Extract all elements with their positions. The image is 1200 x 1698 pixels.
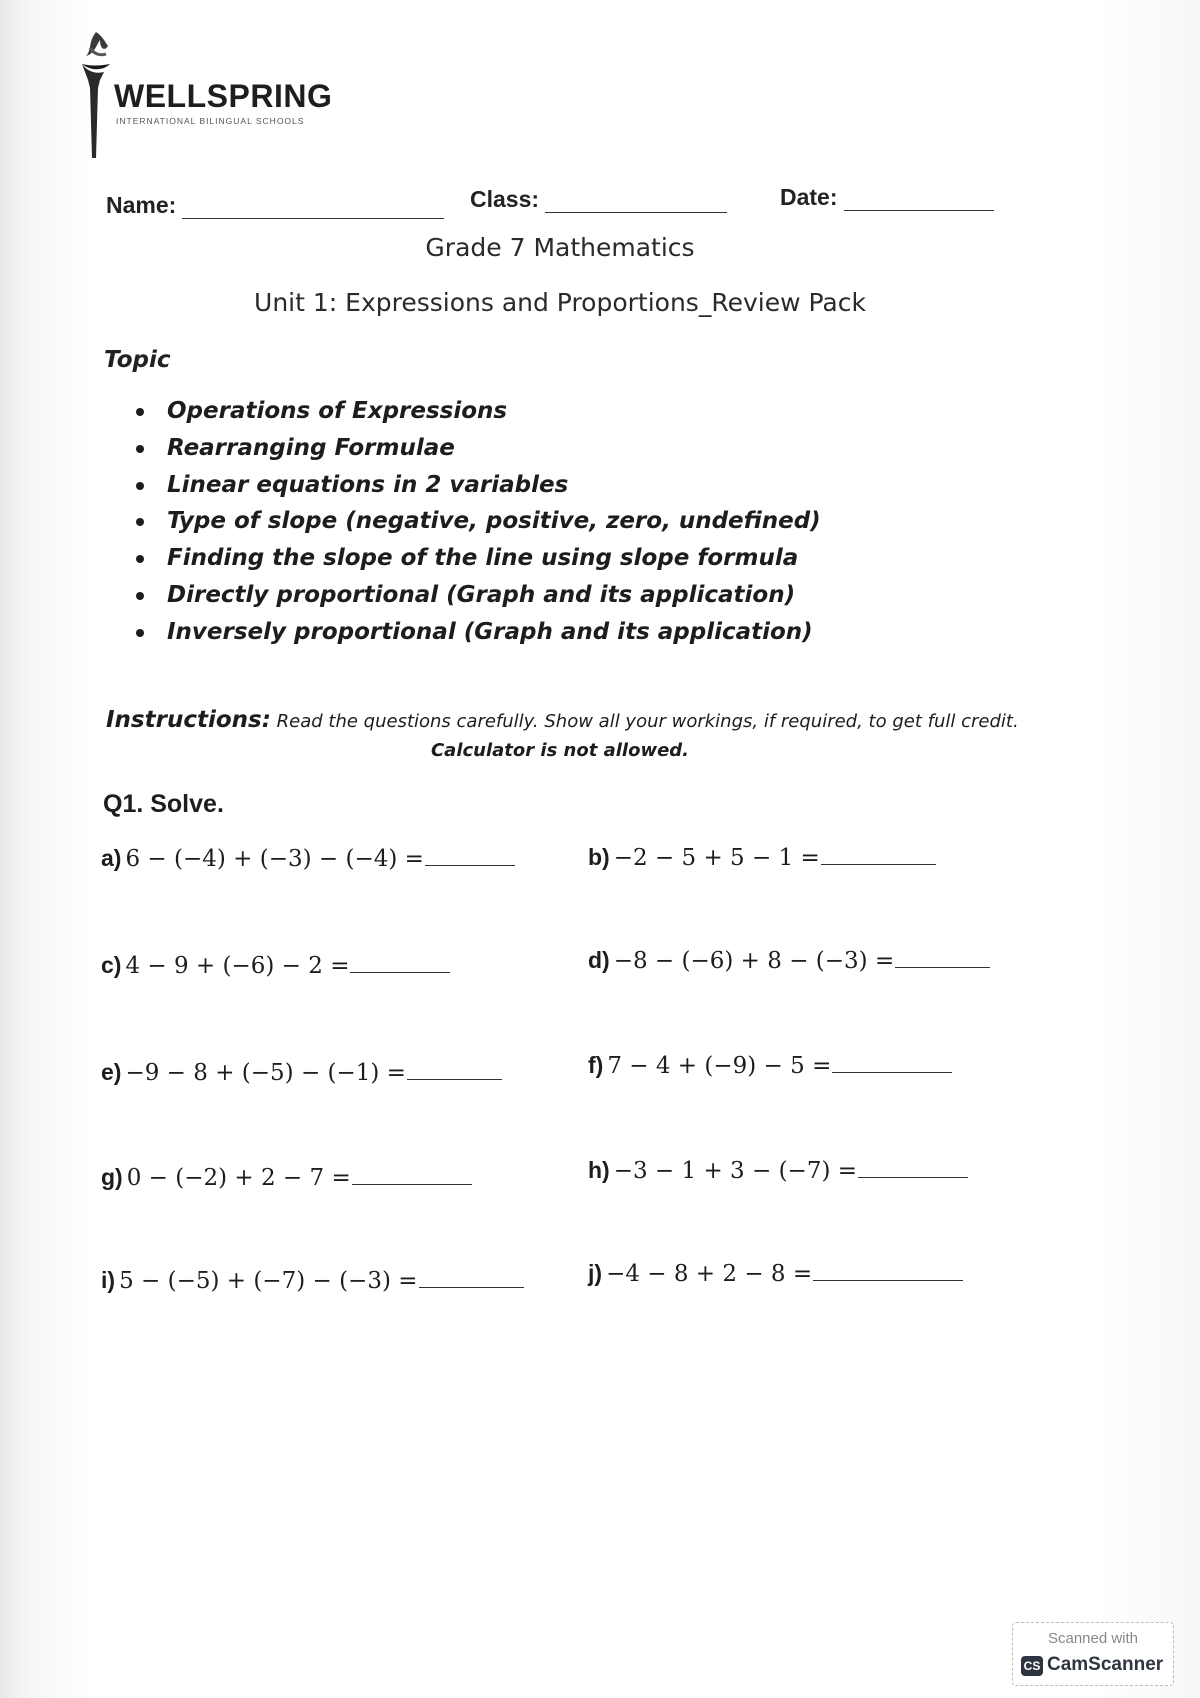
bullet-icon xyxy=(136,555,144,563)
class-label: Class: xyxy=(470,186,540,212)
bullet-icon xyxy=(136,629,144,637)
problem-e: e) −9 − 8 + (−5) − (−1) = xyxy=(101,1057,502,1086)
problem-f: f) 7 − 4 + (−9) − 5 = xyxy=(588,1050,952,1079)
class-blank[interactable] xyxy=(545,212,727,213)
problem-c: c) 4 − 9 + (−6) − 2 = xyxy=(101,950,450,979)
instructions xyxy=(106,707,1019,733)
calculator-note: Calculator is not allowed. xyxy=(430,740,690,761)
topic-item: Type of slope (negative, positive, zero, undefined) xyxy=(132,503,821,540)
answer-blank-a[interactable] xyxy=(425,843,515,866)
problem-i: i) 5 − (−5) + (−7) − (−3) = xyxy=(101,1265,524,1294)
topic-item: Rearranging Formulae xyxy=(132,430,821,467)
question-1-heading: Q1. Solve. xyxy=(103,790,224,818)
scanner-brand: CamScanner xyxy=(1047,1654,1164,1675)
bullet-icon xyxy=(136,445,144,453)
name-blank[interactable] xyxy=(182,218,444,219)
school-name: WELLSPRING xyxy=(114,78,333,114)
answer-blank-f[interactable] xyxy=(832,1050,952,1073)
answer-blank-e[interactable] xyxy=(407,1057,502,1080)
answer-blank-g[interactable] xyxy=(352,1162,472,1185)
name-label: Name: xyxy=(106,192,177,218)
camscanner-badge xyxy=(1012,1622,1174,1686)
answer-blank-c[interactable] xyxy=(350,950,450,973)
answer-blank-j[interactable] xyxy=(813,1258,963,1281)
topic-item: Operations of Expressions xyxy=(132,393,821,430)
answer-blank-b[interactable] xyxy=(821,842,936,865)
topic-item: Inversely proportional (Graph and its application) xyxy=(132,614,821,651)
date-field xyxy=(780,184,994,211)
problem-b: b) −2 − 5 + 5 − 1 = xyxy=(588,842,936,871)
topic-item: Linear equations in 2 variables xyxy=(132,467,821,504)
unit-title: Unit 1: Expressions and Proportions_Review Pack xyxy=(254,288,866,317)
camscanner-logo-icon: CS xyxy=(1021,1656,1043,1676)
instructions-text: Read the questions carefully. Show all your workings, if required, to get full credit. xyxy=(270,711,1019,732)
bullet-icon xyxy=(136,408,144,416)
scanner-caption: Scanned with xyxy=(1047,1630,1139,1647)
school-subtitle: INTERNATIONAL BILINGUAL SCHOOLS xyxy=(116,116,305,126)
answer-blank-h[interactable] xyxy=(858,1155,968,1178)
school-logo xyxy=(78,28,378,158)
bullet-icon xyxy=(136,482,144,490)
answer-blank-d[interactable] xyxy=(895,945,990,968)
class-field xyxy=(470,186,727,213)
instructions-label: Instructions: xyxy=(106,707,271,733)
answer-blank-i[interactable] xyxy=(419,1265,524,1288)
problem-a: a) 6 − (−4) + (−3) − (−4) = xyxy=(101,843,515,872)
problem-j: j) −4 − 8 + 2 − 8 = xyxy=(588,1258,963,1287)
bullet-icon xyxy=(136,592,144,600)
topic-item: Directly proportional (Graph and its application) xyxy=(132,577,821,614)
bullet-icon xyxy=(136,518,144,526)
problem-h: h) −3 − 1 + 3 − (−7) = xyxy=(588,1155,968,1184)
topic-item: Finding the slope of the line using slope formula xyxy=(132,540,821,577)
date-label: Date: xyxy=(780,184,838,210)
date-blank[interactable] xyxy=(844,210,994,211)
grade-title: Grade 7 Mathematics xyxy=(425,233,695,262)
problem-g: g) 0 − (−2) + 2 − 7 = xyxy=(101,1162,472,1191)
problem-d: d) −8 − (−6) + 8 − (−3) = xyxy=(588,945,990,974)
name-field xyxy=(106,192,444,219)
topic-list xyxy=(132,393,821,651)
topic-heading: Topic xyxy=(104,347,171,373)
